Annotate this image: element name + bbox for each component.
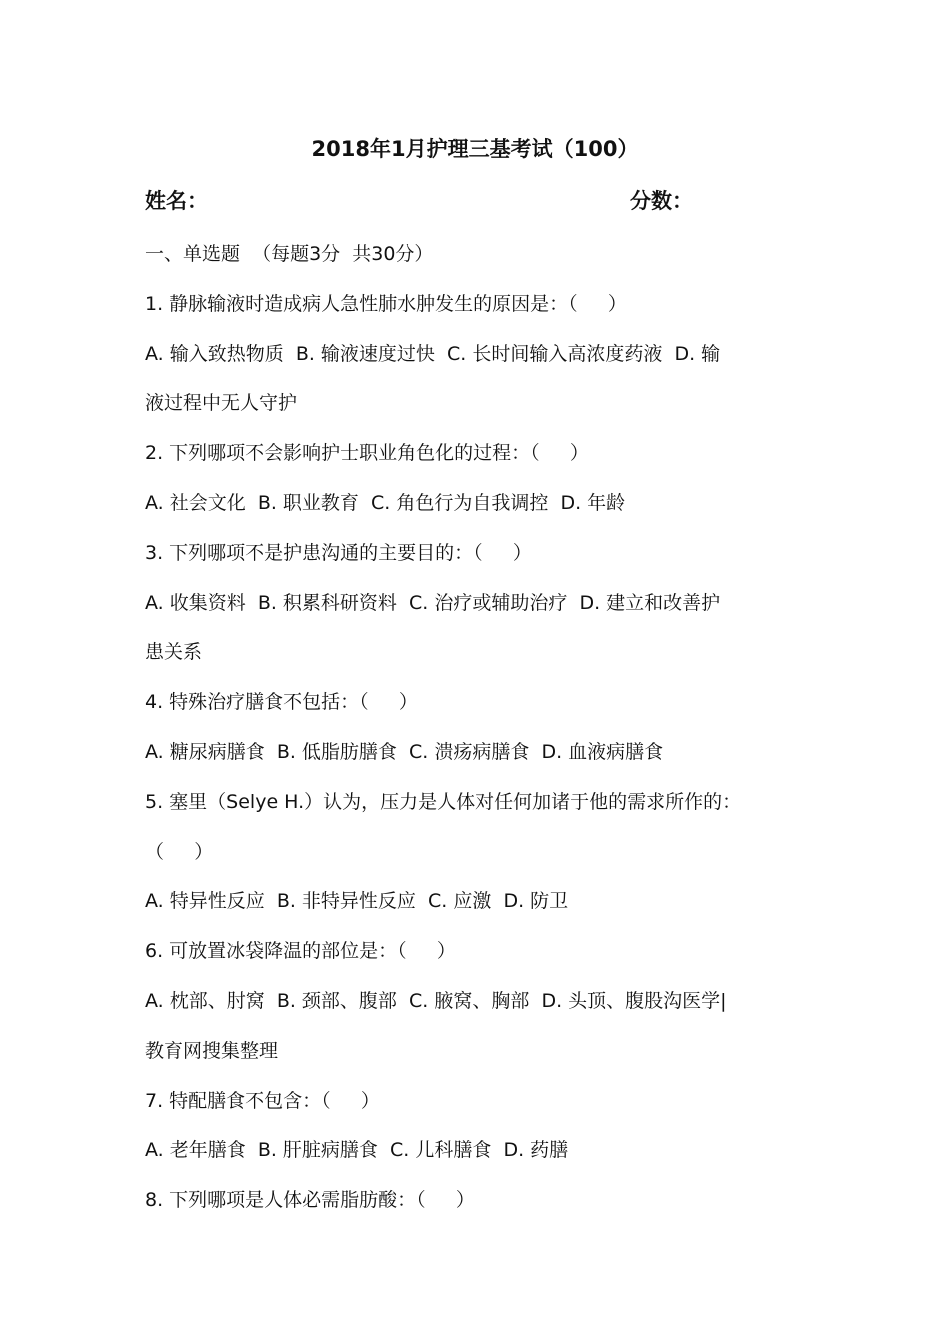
- text-line: A. 特异性反应 B. 非特异性反应 C. 应激 D. 防卫: [145, 890, 569, 913]
- text-line: 1. 静脉输液时造成病人急性肺水肿发生的原因是：（ ）: [145, 292, 627, 315]
- text-line: 教育网搜集整理: [145, 1039, 279, 1062]
- text-line: 3. 下列哪项不是护患沟通的主要目的：（ ）: [145, 541, 532, 564]
- text-line: A. 枕部、肘窝 B. 颈部、腹部 C. 腋窝、胸部 D. 头顶、腹股沟医学|: [145, 989, 727, 1012]
- text-line: A. 老年膳食 B. 肝脏病膳食 C. 儿科膳食 D. 药膳: [145, 1139, 569, 1162]
- text-line: （ ）: [145, 840, 214, 863]
- name-score-row: [145, 184, 785, 218]
- name-label: 姓名：: [145, 189, 208, 213]
- text-line: 液过程中无人守护: [145, 392, 298, 415]
- score-label: 分数：: [630, 189, 693, 213]
- text-line: 2. 下列哪项不会影响护士职业角色化的过程：（ ）: [145, 442, 589, 465]
- text-line: A. 输入致热物质 B. 输液速度过快 C. 长时间输入高浓度药液 D. 输: [145, 342, 721, 365]
- section-header: 一、单选题 （每题3分 共30分）: [145, 243, 434, 265]
- text-line: 7. 特配膳食不包含：（ ）: [145, 1089, 380, 1112]
- document-title: 2018年1月护理三基考试（100）: [311, 137, 639, 161]
- exam-body: [145, 230, 817, 1226]
- text-line: 6. 可放置冰袋降温的部位是：（ ）: [145, 940, 456, 963]
- text-line: A. 糖尿病膳食 B. 低脂肪膳食 C. 溃疡病膳食 D. 血液病膳食: [145, 740, 664, 763]
- text-line: A. 收集资料 B. 积累科研资料 C. 治疗或辅助治疗 D. 建立和改善护: [145, 591, 721, 614]
- text-line: 患关系: [145, 641, 203, 664]
- text-line: A. 社会文化 B. 职业教育 C. 角色行为自我调控 D. 年龄: [145, 491, 626, 514]
- text-line: 5. 塞里（Selye H.）认为，压力是人体对任何加诸于他的需求所作的：: [145, 790, 742, 813]
- text-line: 8. 下列哪项是人体必需脂肪酸：（ ）: [145, 1189, 475, 1212]
- text-line: 4. 特殊治疗膳食不包括：（ ）: [145, 691, 418, 714]
